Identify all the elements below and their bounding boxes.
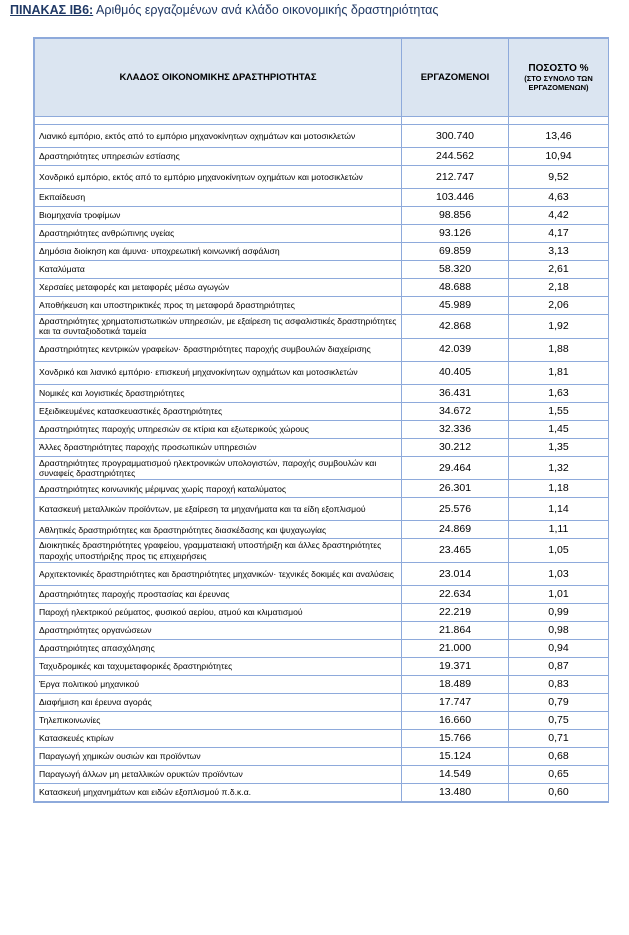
cell-percent: 4,63 bbox=[509, 189, 609, 207]
cell-sector: Κατασκευή μεταλλικών προϊόντων, με εξαίρεση τα μηχανήματα και τα είδη εξοπλισμού bbox=[35, 498, 402, 521]
header-percent bbox=[509, 39, 609, 117]
cell-sector: Άλλες δραστηριότητες παροχής προσωπικών υπηρεσιών bbox=[35, 438, 402, 456]
cell-sector: Δημόσια διοίκηση και άμυνα· υποχρεωτική κοινωνική ασφάλιση bbox=[35, 243, 402, 261]
table-row bbox=[35, 207, 609, 225]
cell-employees: 24.869 bbox=[402, 521, 509, 539]
table-row bbox=[35, 361, 609, 384]
cell-employees: 48.688 bbox=[402, 279, 509, 297]
cell-employees: 42.039 bbox=[402, 338, 509, 361]
cell-sector: Κατασκευές κτιρίων bbox=[35, 729, 402, 747]
cell-sector: Καταλύματα bbox=[35, 261, 402, 279]
table-row bbox=[35, 783, 609, 801]
cell-sector: Κατασκευή μηχανημάτων και ειδών εξοπλισμού π.δ.κ.α. bbox=[35, 783, 402, 801]
cell-percent: 2,61 bbox=[509, 261, 609, 279]
cell-employees: 23.014 bbox=[402, 562, 509, 585]
cell-sector: Δραστηριότητες κοινωνικής μέριμνας χωρίς παροχή καταλύματος bbox=[35, 480, 402, 498]
cell-percent: 0,68 bbox=[509, 747, 609, 765]
cell-sector: Δραστηριότητες κεντρικών γραφείων· δραστηριότητες παροχής συμβουλών διαχείρισης bbox=[35, 338, 402, 361]
table-row bbox=[35, 693, 609, 711]
cell-percent: 13,46 bbox=[509, 125, 609, 148]
cell-percent: 4,42 bbox=[509, 207, 609, 225]
table-row bbox=[35, 402, 609, 420]
cell-employees: 69.859 bbox=[402, 243, 509, 261]
cell-percent: 0,65 bbox=[509, 765, 609, 783]
table-row bbox=[35, 338, 609, 361]
cell-employees: 244.562 bbox=[402, 148, 509, 166]
cell-percent: 0,99 bbox=[509, 603, 609, 621]
table-row bbox=[35, 384, 609, 402]
table-row bbox=[35, 498, 609, 521]
table-row bbox=[35, 521, 609, 539]
cell-sector: Έργα πολιτικού μηχανικού bbox=[35, 675, 402, 693]
cell-percent: 1,35 bbox=[509, 438, 609, 456]
cell-employees: 19.371 bbox=[402, 657, 509, 675]
cell-percent: 1,45 bbox=[509, 420, 609, 438]
cell-sector: Διαφήμιση και έρευνα αγοράς bbox=[35, 693, 402, 711]
cell-percent: 1,55 bbox=[509, 402, 609, 420]
cell-sector: Δραστηριότητες υπηρεσιών εστίασης bbox=[35, 148, 402, 166]
cell-percent: 1,18 bbox=[509, 480, 609, 498]
table-row bbox=[35, 675, 609, 693]
cell-sector: Δραστηριότητες παροχής υπηρεσιών σε κτίρια και εξωτερικούς χώρους bbox=[35, 420, 402, 438]
cell-employees: 30.212 bbox=[402, 438, 509, 456]
cell-sector: Τηλεπικοινωνίες bbox=[35, 711, 402, 729]
cell-sector: Δραστηριότητες οργανώσεων bbox=[35, 621, 402, 639]
cell-percent: 2,06 bbox=[509, 297, 609, 315]
cell-sector: Χονδρικό εμπόριο, εκτός από το εμπόριο μηχανοκίνητων οχημάτων και μοτοσικλετών bbox=[35, 166, 402, 189]
cell-sector: Δραστηριότητες παροχής προστασίας και έρευνας bbox=[35, 585, 402, 603]
table-row bbox=[35, 166, 609, 189]
cell-percent: 0,60 bbox=[509, 783, 609, 801]
cell-percent: 1,11 bbox=[509, 521, 609, 539]
table-header-row bbox=[35, 39, 609, 117]
cell-percent: 0,98 bbox=[509, 621, 609, 639]
table-row bbox=[35, 315, 609, 339]
table-row bbox=[35, 639, 609, 657]
cell-sector: Αποθήκευση και υποστηρικτικές προς τη μεταφορά δραστηριότητες bbox=[35, 297, 402, 315]
cell-employees: 40.405 bbox=[402, 361, 509, 384]
cell-percent: 1,32 bbox=[509, 456, 609, 480]
cell-employees: 29.464 bbox=[402, 456, 509, 480]
cell-employees: 23.465 bbox=[402, 539, 509, 563]
cell-percent: 2,18 bbox=[509, 279, 609, 297]
cell-employees: 15.124 bbox=[402, 747, 509, 765]
table-row bbox=[35, 261, 609, 279]
cell-employees: 45.989 bbox=[402, 297, 509, 315]
table-row bbox=[35, 657, 609, 675]
cell-sector: Διοικητικές δραστηριότητες γραφείου, γραμματειακή υποστήριξη και άλλες δραστηριότητες παροχής υποστήριξης προς τις επιχειρήσεις bbox=[35, 539, 402, 563]
table-row bbox=[35, 225, 609, 243]
cell-employees: 17.747 bbox=[402, 693, 509, 711]
cell-percent: 1,14 bbox=[509, 498, 609, 521]
cell-sector: Χονδρικό και λιανικό εμπόριο· επισκευή μηχανοκίνητων οχημάτων και μοτοσικλετών bbox=[35, 361, 402, 384]
header-percent-label: ΠΟΣΟΣΤΟ % bbox=[528, 62, 589, 74]
table-row bbox=[35, 765, 609, 783]
cell-employees: 212.747 bbox=[402, 166, 509, 189]
cell-percent: 3,13 bbox=[509, 243, 609, 261]
cell-employees: 14.549 bbox=[402, 765, 509, 783]
cell-sector: Παροχή ηλεκτρικού ρεύματος, φυσικού αερίου, ατμού και κλιματισμού bbox=[35, 603, 402, 621]
cell-employees: 32.336 bbox=[402, 420, 509, 438]
cell-employees: 25.576 bbox=[402, 498, 509, 521]
cell-sector: Χερσαίες μεταφορές και μεταφορές μέσω αγωγών bbox=[35, 279, 402, 297]
table-caption-title: Αριθμός εργαζομένων ανά κλάδο οικονομικής δραστηριότητας bbox=[96, 3, 439, 17]
table-body bbox=[35, 117, 609, 802]
table-row bbox=[35, 297, 609, 315]
table-row bbox=[35, 125, 609, 148]
table-row bbox=[35, 562, 609, 585]
cell-percent: 0,94 bbox=[509, 639, 609, 657]
table-row bbox=[35, 148, 609, 166]
cell-employees: 16.660 bbox=[402, 711, 509, 729]
table-row bbox=[35, 243, 609, 261]
table-row bbox=[35, 539, 609, 563]
employment-table-container bbox=[33, 37, 609, 803]
cell-employees: 21.000 bbox=[402, 639, 509, 657]
employment-table bbox=[34, 38, 609, 802]
cell-sector: Λιανικό εμπόριο, εκτός από το εμπόριο μηχανοκίνητων οχημάτων και μοτοσικλετών bbox=[35, 125, 402, 148]
cell-sector: Δραστηριότητες απασχόλησης bbox=[35, 639, 402, 657]
cell-sector: Παραγωγή άλλων μη μεταλλικών ορυκτών προϊόντων bbox=[35, 765, 402, 783]
cell-employees: 300.740 bbox=[402, 125, 509, 148]
cell-percent: 1,03 bbox=[509, 562, 609, 585]
cell-employees: 34.672 bbox=[402, 402, 509, 420]
cell-employees: 22.634 bbox=[402, 585, 509, 603]
table-row bbox=[35, 747, 609, 765]
cell-percent: 10,94 bbox=[509, 148, 609, 166]
cell-sector: Δραστηριότητες χρηματοπιστωτικών υπηρεσιών, με εξαίρεση τις ασφαλιστικές δραστηριότητες και τα συνταξιοδοτικά ταμεία bbox=[35, 315, 402, 339]
cell-percent: 0,79 bbox=[509, 693, 609, 711]
table-row bbox=[35, 603, 609, 621]
cell-employees: 13.480 bbox=[402, 783, 509, 801]
cell-employees: 93.126 bbox=[402, 225, 509, 243]
cell-percent: 1,63 bbox=[509, 384, 609, 402]
cell-sector: Βιομηχανία τροφίμων bbox=[35, 207, 402, 225]
table-row bbox=[35, 621, 609, 639]
table-row bbox=[35, 480, 609, 498]
cell-sector: Εκπαίδευση bbox=[35, 189, 402, 207]
cell-sector: Παραγωγή χημικών ουσιών και προϊόντων bbox=[35, 747, 402, 765]
cell-employees: 26.301 bbox=[402, 480, 509, 498]
cell-employees: 15.766 bbox=[402, 729, 509, 747]
cell-sector: Αρχιτεκτονικές δραστηριότητες και δραστηριότητες μηχανικών· τεχνικές δοκιμές και αναλύσεις bbox=[35, 562, 402, 585]
cell-sector: Νομικές και λογιστικές δραστηριότητες bbox=[35, 384, 402, 402]
cell-sector: Ταχυδρομικές και ταχυμεταφορικές δραστηριότητες bbox=[35, 657, 402, 675]
table-row bbox=[35, 438, 609, 456]
cell-employees: 42.868 bbox=[402, 315, 509, 339]
table-caption bbox=[10, 3, 438, 17]
cell-employees: 58.320 bbox=[402, 261, 509, 279]
cell-percent: 9,52 bbox=[509, 166, 609, 189]
table-row bbox=[35, 711, 609, 729]
table-caption-label: ΠΙΝΑΚΑΣ ΙΒ6: bbox=[10, 3, 94, 17]
header-employees: ΕΡΓΑΖΟΜΕΝΟΙ bbox=[402, 39, 509, 117]
header-percent-note: (ΣΤΟ ΣΥΝΟΛΟ ΤΩΝ ΕΡΓΑΖΟΜΕΝΩΝ) bbox=[524, 73, 593, 92]
table-row bbox=[35, 279, 609, 297]
cell-percent: 1,81 bbox=[509, 361, 609, 384]
cell-sector: Δραστηριότητες ανθρώπινης υγείας bbox=[35, 225, 402, 243]
table-row bbox=[35, 189, 609, 207]
cell-sector: Αθλητικές δραστηριότητες και δραστηριότητες διασκέδασης και ψυχαγωγίας bbox=[35, 521, 402, 539]
cell-employees: 21.864 bbox=[402, 621, 509, 639]
cell-employees: 98.856 bbox=[402, 207, 509, 225]
cell-percent: 0,83 bbox=[509, 675, 609, 693]
cell-employees: 103.446 bbox=[402, 189, 509, 207]
cell-employees: 36.431 bbox=[402, 384, 509, 402]
table-spacer-row bbox=[35, 117, 609, 125]
header-sector: ΚΛΑΔΟΣ ΟΙΚΟΝΟΜΙΚΗΣ ΔΡΑΣΤΗΡΙΟΤΗΤΑΣ bbox=[35, 39, 402, 117]
cell-sector: Δραστηριότητες προγραμματισμού ηλεκτρονικών υπολογιστών, παροχής συμβουλών και συναφείς δραστηριότητες bbox=[35, 456, 402, 480]
cell-employees: 18.489 bbox=[402, 675, 509, 693]
cell-percent: 1,01 bbox=[509, 585, 609, 603]
table-row bbox=[35, 456, 609, 480]
table-row bbox=[35, 729, 609, 747]
cell-employees: 22.219 bbox=[402, 603, 509, 621]
cell-percent: 1,92 bbox=[509, 315, 609, 339]
cell-percent: 1,05 bbox=[509, 539, 609, 563]
table-row bbox=[35, 585, 609, 603]
cell-percent: 0,87 bbox=[509, 657, 609, 675]
cell-sector: Εξειδικευμένες κατασκευαστικές δραστηριότητες bbox=[35, 402, 402, 420]
cell-percent: 0,75 bbox=[509, 711, 609, 729]
cell-percent: 1,88 bbox=[509, 338, 609, 361]
cell-percent: 4,17 bbox=[509, 225, 609, 243]
table-row bbox=[35, 420, 609, 438]
cell-percent: 0,71 bbox=[509, 729, 609, 747]
